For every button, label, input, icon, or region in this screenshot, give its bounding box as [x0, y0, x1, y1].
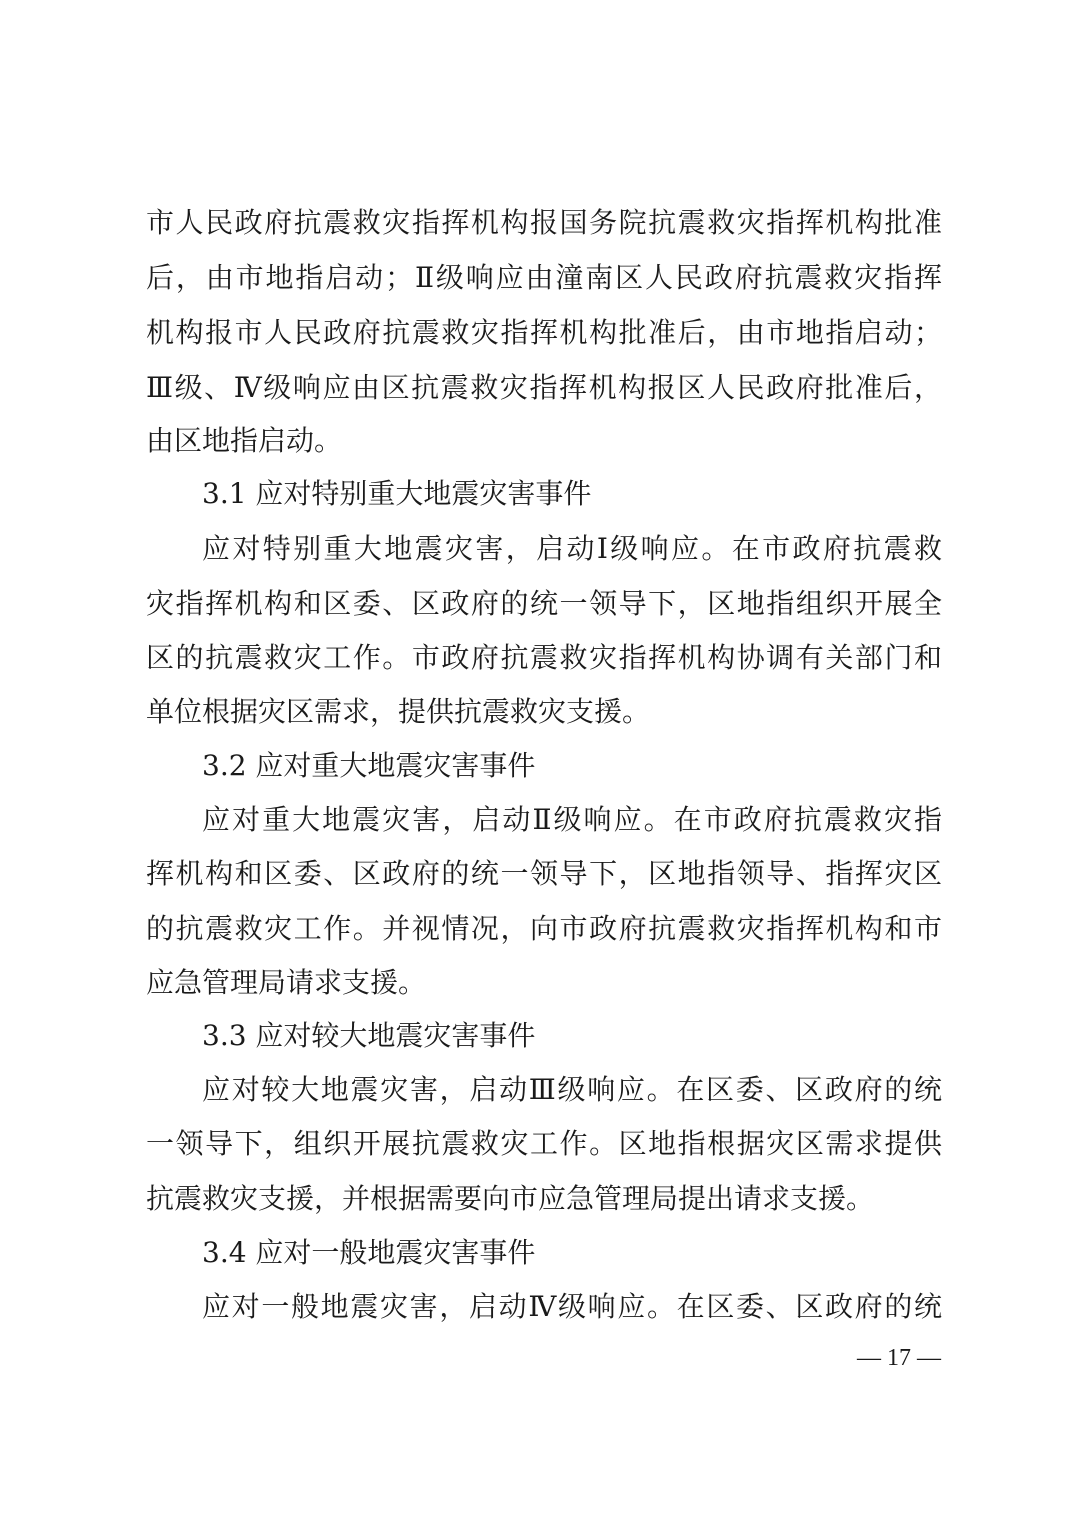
body-text-line: 市人民政府抗震救灾指挥机构报国务院抗震救灾指挥机构批准	[146, 206, 942, 239]
section-heading-3-1: 3.1 应对特别重大地震灾害事件	[202, 477, 592, 510]
paragraph-first-line: 应对一般地震灾害，启动Ⅳ级响应。在区委、区政府的统	[202, 1290, 942, 1323]
section-heading-3-4: 3.4 应对一般地震灾害事件	[202, 1236, 536, 1269]
body-text-line: 后，由市地指启动；Ⅱ级响应由潼南区人民政府抗震救灾指挥	[146, 261, 942, 294]
body-text-line: 挥机构和区委、区政府的统一领导下，区地指领导、指挥灾区	[146, 857, 942, 890]
body-text-line: 抗震救灾支援，并根据需要向市应急管理局提出请求支援。	[146, 1182, 875, 1215]
page-number: — 17 —	[857, 1345, 941, 1371]
body-text-line: 单位根据灾区需求，提供抗震救灾支援。	[146, 695, 651, 728]
body-text-line: 灾指挥机构和区委、区政府的统一领导下，区地指组织开展全	[146, 587, 942, 620]
body-text-line: 一领导下，组织开展抗震救灾工作。区地指根据灾区需求提供	[146, 1127, 942, 1160]
body-text-line: 应急管理局请求支援。	[146, 966, 427, 999]
body-text-line: Ⅲ级、Ⅳ级响应由区抗震救灾指挥机构报区人民政府批准后，	[146, 371, 942, 404]
paragraph-first-line: 应对特别重大地震灾害，启动Ⅰ级响应。在市政府抗震救	[202, 532, 942, 565]
paragraph-first-line: 应对较大地震灾害，启动Ⅲ级响应。在区委、区政府的统	[202, 1073, 942, 1106]
section-heading-3-2: 3.2 应对重大地震灾害事件	[202, 749, 536, 782]
body-text-line: 的抗震救灾工作。并视情况，向市政府抗震救灾指挥机构和市	[146, 912, 942, 945]
section-heading-3-3: 3.3 应对较大地震灾害事件	[202, 1019, 536, 1052]
body-text-line: 区的抗震救灾工作。市政府抗震救灾指挥机构协调有关部门和	[146, 641, 942, 674]
body-text-line: 机构报市人民政府抗震救灾指挥机构批准后，由市地指启动；	[146, 316, 942, 349]
paragraph-first-line: 应对重大地震灾害，启动Ⅱ级响应。在市政府抗震救灾指	[202, 803, 942, 836]
body-text-line: 由区地指启动。	[146, 424, 343, 457]
